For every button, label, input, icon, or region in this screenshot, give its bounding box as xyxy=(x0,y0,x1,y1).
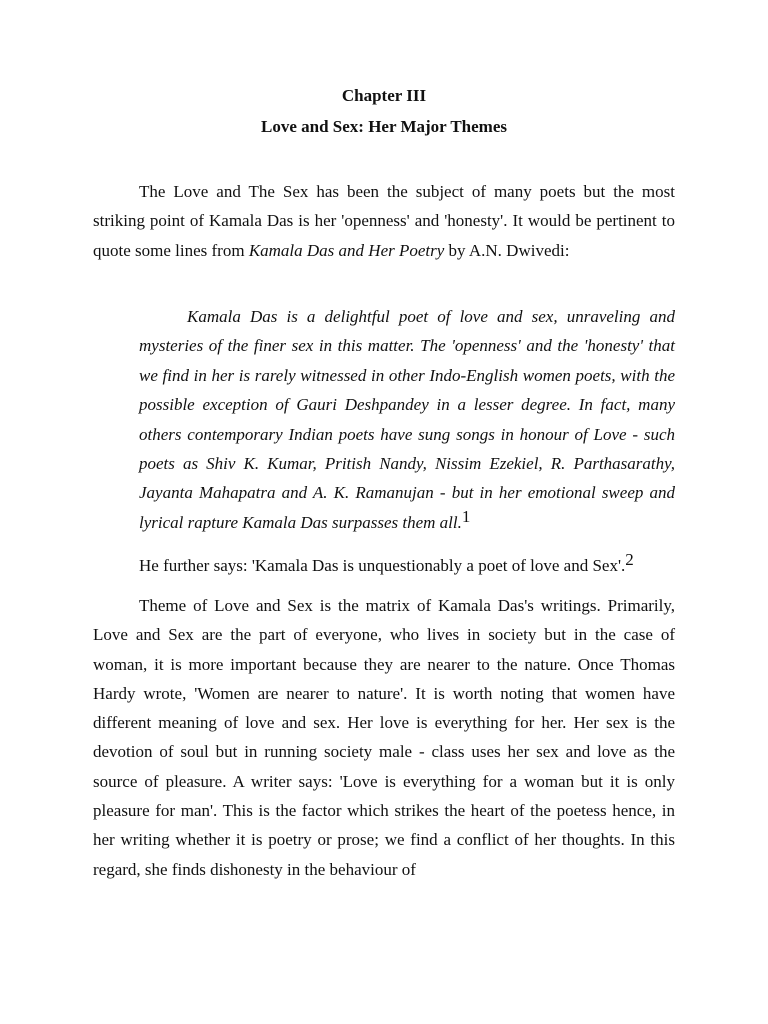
intro-paragraph xyxy=(93,177,675,265)
chapter-title: Love and Sex: Her Major Themes xyxy=(260,117,507,136)
chapter-number: Chapter III xyxy=(341,86,427,105)
book-title: Kamala Das and Her Poetry xyxy=(248,240,445,260)
footnote-marker-2: 2 xyxy=(625,550,634,569)
block-quote xyxy=(139,302,675,537)
follow-up-text: He further says: 'Kamala Das is unquestionably a poet of love and Sex'. xyxy=(139,556,626,575)
intro-text-after: by A.N. Dwivedi: xyxy=(444,240,570,260)
quote-text: Kamala Das is a delightful poet of love and sex, unraveling and mysteries of the finer sex in this matter. The 'openness' and the 'honesty' that we find in her is rarely witnessed in other Indo-English women poets, with the possible exception of Gauri Deshpandey in a lesser degree. In fact, many others contemporary Indian poets have sung songs in honour of Love - such poets as Shiv K. Kumar, Pritish Nandy, Nissim Ezekiel, R. Parthasarathy, Jayanta Mahapatra and A. K. Ramanujan - but in her emotional sweep and lyrical rapture Kamala Das surpasses them all. xyxy=(139,307,675,532)
follow-up-paragraph xyxy=(139,550,675,576)
footnote-marker-1: 1 xyxy=(461,506,471,526)
intro-text-before: The Love and The Sex has been the subject of many poets but the most striking point of Kamala Das is her 'openness' and 'honesty'. It would be pertinent to quote some lines from xyxy=(93,182,675,260)
theme-paragraph: Theme of Love and Sex is the matrix of Kamala Das's writings. Primarily, Love and Sex are the part of everyone, who lives in society but in the case of woman, it is more important because they are nearer to the nature. Once Thomas Hardy wrote, 'Women are nearer to nature'. It is worth noting that women have different meaning of love and sex. Her love is everything for her. Her sex is the devotion of soul but in running society male - class uses her sex and love as the source of pleasure. A writer says: 'Love is everything for a woman but it is only pleasure for man'. This is the factor which strikes the heart of the poetess hence, in her writing whether it is poetry or prose; we find a conflict of her thoughts. In this regard, she finds dishonesty in the behaviour of xyxy=(93,596,675,879)
